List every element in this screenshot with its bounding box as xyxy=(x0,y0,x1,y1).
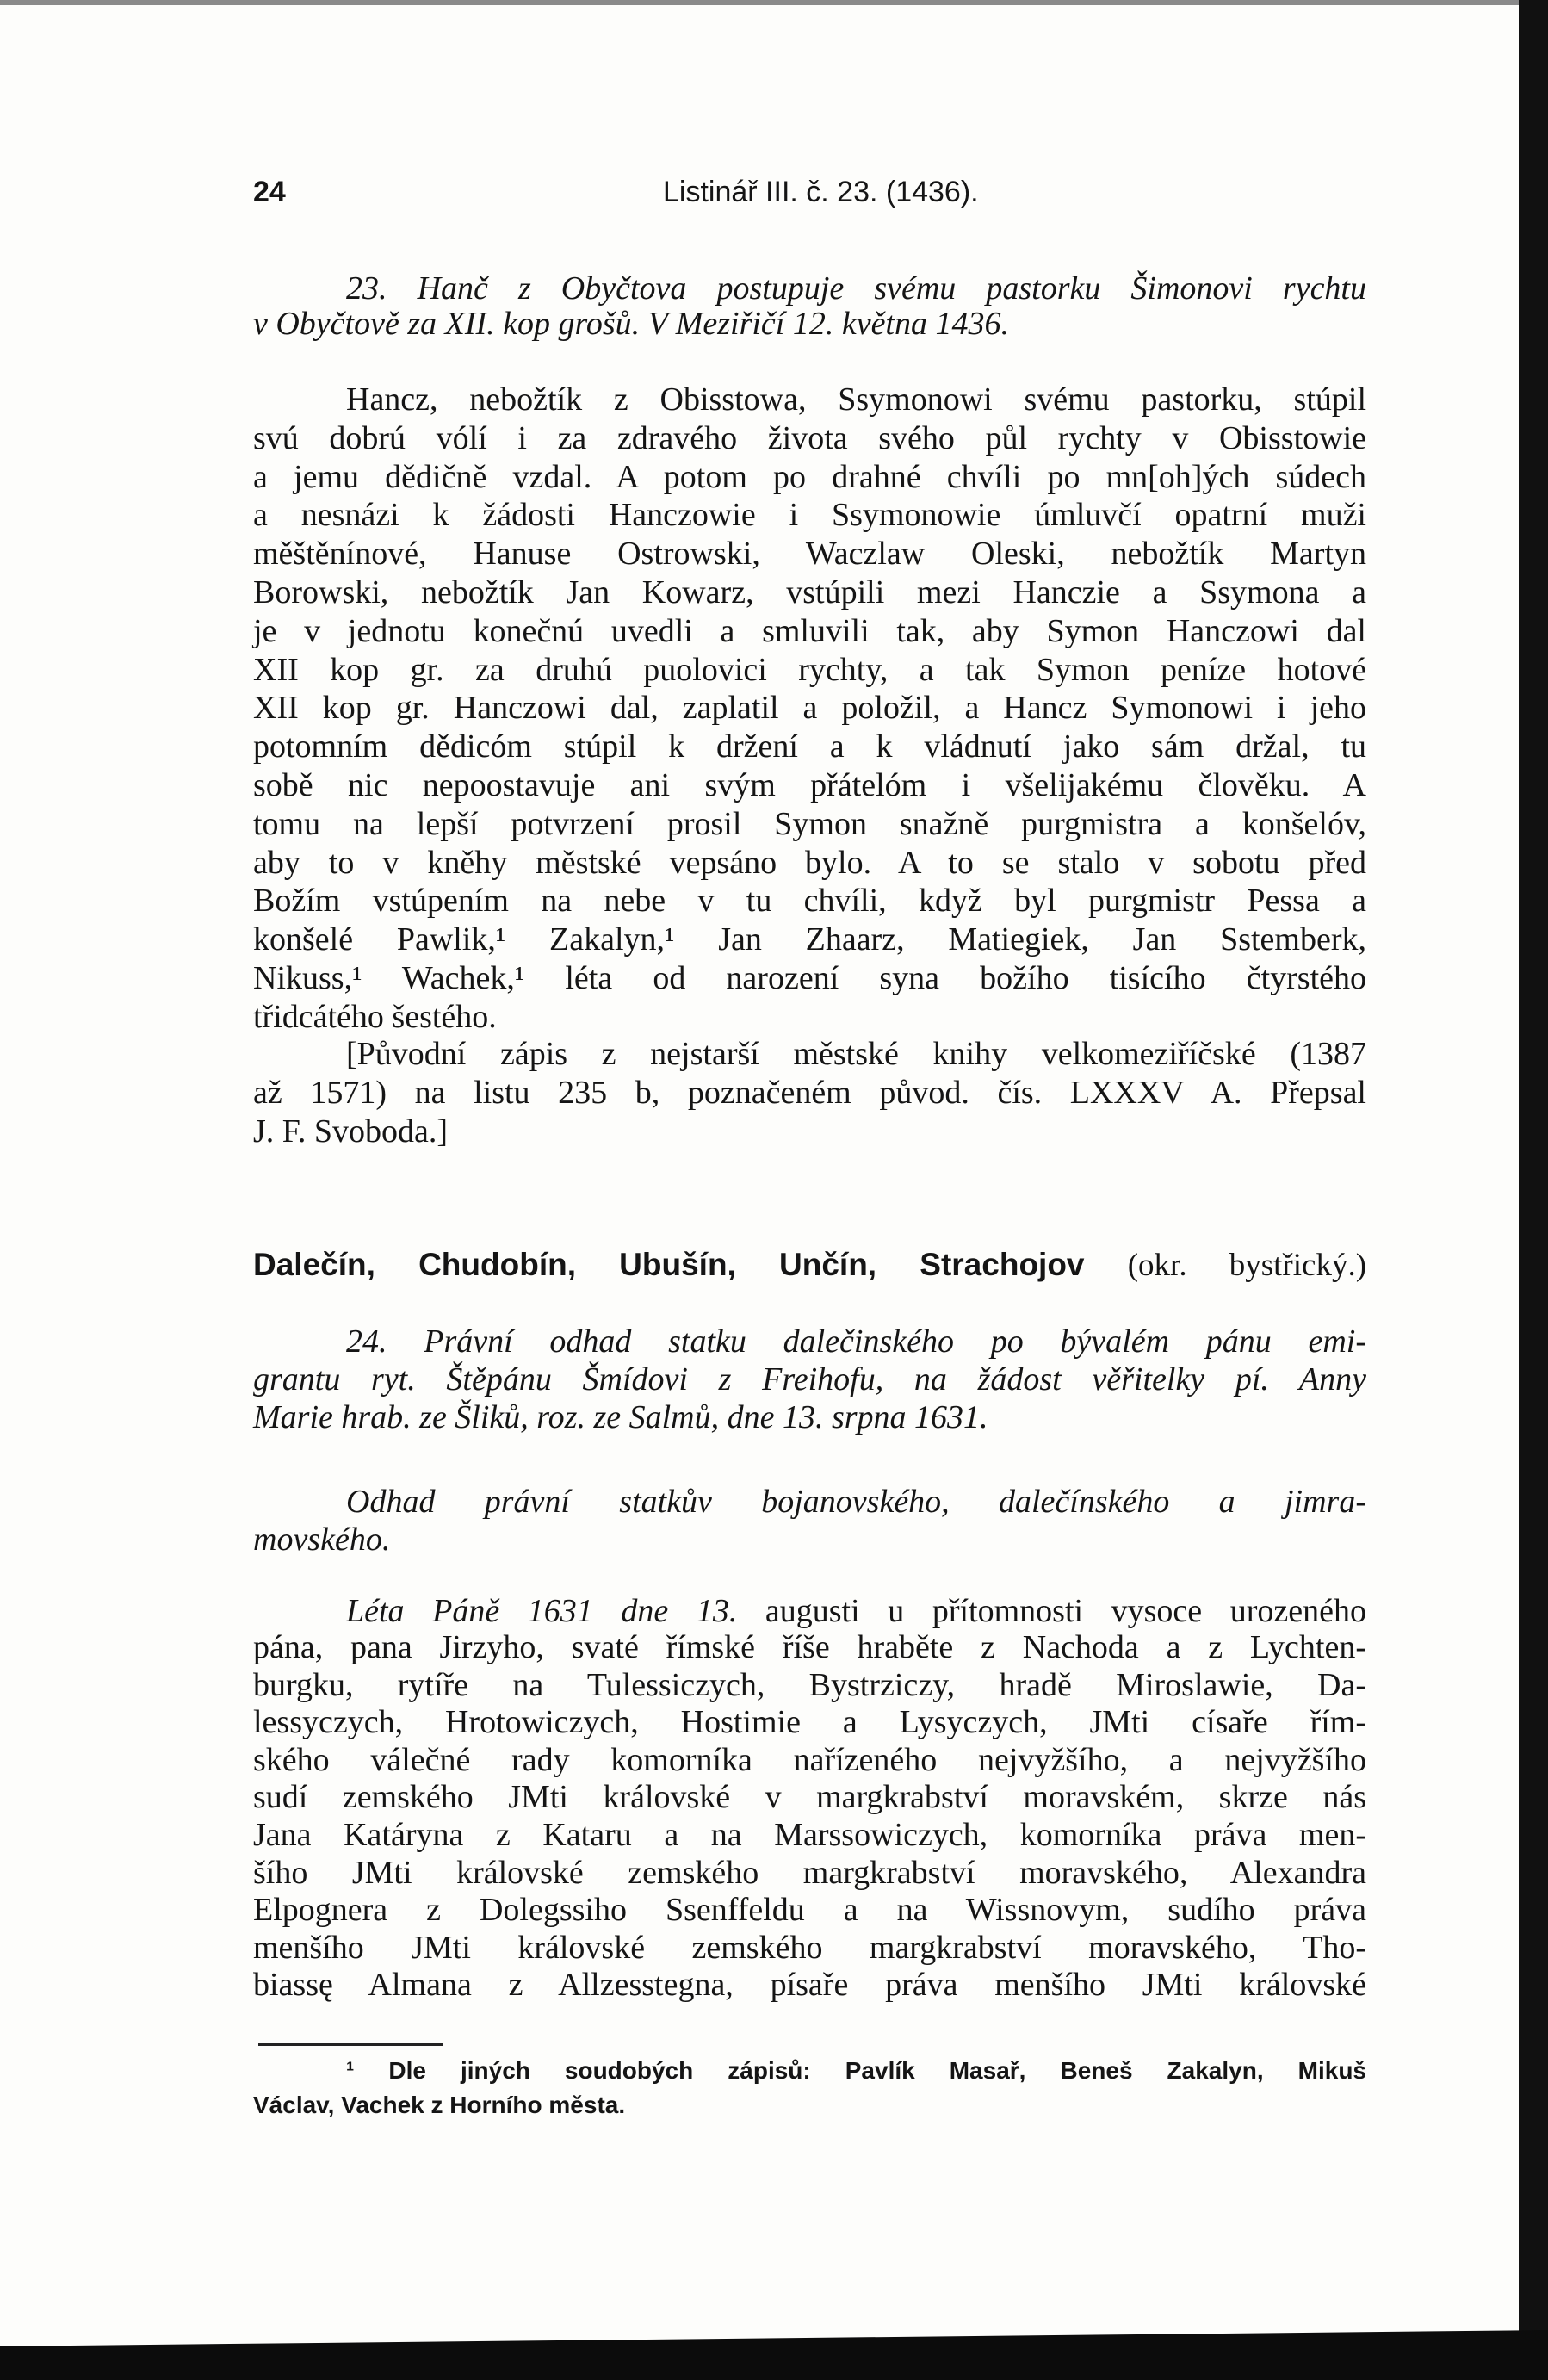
body-line: burgku, rytíře na Tulessiczych, Bystrziczy, hradě Miroslawie, Da- xyxy=(253,1666,1366,1703)
body-line: je v jednotu konečnú uvedli a smluvili tak, aby Symon Hanczowi dal xyxy=(253,612,1366,649)
body-line: menšího JMti královské zemského margkrabství moravského, Tho- xyxy=(253,1929,1366,1966)
footnote-line: ¹ Dle jiných soudobých zápisů: Pavlík Masař, Beneš Zakalyn, Mikuš xyxy=(346,2057,1366,2084)
note-line: [Původní zápis z nejstarší městské knihy velkomeziříčské (1387 xyxy=(346,1036,1366,1072)
body-line: Elpognera z Dolegssiho Ssenffeldu a na Wissnovym, sudího práva xyxy=(253,1892,1366,1929)
section-heading-district: (okr. bystřický.) xyxy=(1127,1248,1367,1283)
body-line: biassę Almana z Allzesstegna, písaře práva menšího JMti královské xyxy=(253,1967,1366,2004)
body-line: Božím vstúpením na nebe v tu chvíli, když byl purgmistr Pessa a xyxy=(253,883,1366,920)
body-line: měštěnínové, Hanuse Ostrowski, Waczlaw Oleski, nebožtík Martyn xyxy=(253,536,1366,573)
body-line: sudí zemského JMti královské v margkrabství moravském, skrze nás xyxy=(253,1779,1366,1816)
body-line: Hancz, nebožtík z Obisstowa, Ssymonowi svému pastorku, stúpil xyxy=(346,381,1366,418)
footnote-rule xyxy=(258,2043,443,2046)
doc24-body-first-line xyxy=(253,1592,1366,1630)
body-line: tomu na lepší potvrzení prosil Symon snažně purgmistra a konšelóv, xyxy=(253,805,1366,842)
doc24-first-line-text: augusti u přítomnosti vysoce urozeného xyxy=(765,1593,1366,1629)
body-line: lessyczych, Hrotowiczych, Hostimie a Lysyczych, JMti císaře řím- xyxy=(253,1704,1366,1741)
body-line: Nikuss,¹ Wachek,¹ léta od narození syna božího tisícího čtyrstého xyxy=(253,960,1366,996)
section-heading xyxy=(253,1246,1366,1285)
scan-edge-bottom xyxy=(0,2330,1548,2380)
scan-edge-right xyxy=(1519,0,1548,2380)
title-line: grantu ryt. Štěpánu Šmídovi z Freihofu, na žádost věřitelky pí. Anny xyxy=(253,1361,1366,1398)
body-line: třidcátého šestého. xyxy=(253,998,497,1035)
body-line: Borowski, nebožtík Jan Kowarz, vstúpili mezi Hanczie a Ssymona a xyxy=(253,574,1366,610)
body-line: potomním dědicóm stúpil k držení a k vládnutí jako sám držal, tu xyxy=(253,728,1366,765)
title-line: 24. Právní odhad statku dalečinského po bývalém pánu emi- xyxy=(346,1323,1366,1360)
subtitle-line: Odhad právní statkův bojanovského, dalečínského a jimra- xyxy=(346,1484,1366,1520)
section-heading-places: Dalečín, Chudobín, Ubušín, Unčín, Strachojov xyxy=(253,1247,1085,1282)
body-line: XII kop gr. za druhú puolovici rychty, a tak Symon peníze hotové xyxy=(253,651,1366,688)
body-line: Jana Katáryna z Kataru a na Marssowiczych, komorníka práva men- xyxy=(253,1817,1366,1853)
body-line: a jemu dědičně vzdal. A potom po drahné chvíli po mn[oh]ých súdech xyxy=(253,458,1366,495)
body-line: sobě nic nepoostavuje ani svým přátelóm i všelijakému člověku. A xyxy=(253,767,1366,803)
body-line: ského válečné rady komorníka nařízeného nejvyžšího, a nejvyžšího xyxy=(253,1741,1366,1778)
note-line: až 1571) na listu 235 b, poznačeném původ. čís. LXXXV A. Přepsal xyxy=(253,1074,1366,1111)
footnote-line: Václav, Vachek z Horního města. xyxy=(253,2092,626,2118)
title-line: v Obyčtově za XII. kop grošů. V Meziřičí 12. května 1436. xyxy=(253,306,1009,342)
scan-edge-top xyxy=(0,0,1548,5)
running-title: Listinář III. č. 23. (1436). xyxy=(663,176,979,208)
title-line: 23. Hanč z Obyčtova postupuje svému pastorku Šimonovi rychtu xyxy=(346,270,1366,307)
page-number: 24 xyxy=(253,176,286,208)
body-line: XII kop gr. Hanczowi dal, zaplatil a položil, a Hancz Symonowi i jeho xyxy=(253,690,1366,727)
body-line: pána, pana Jirzyho, svaté římské říše hraběte z Nachoda a z Lychten- xyxy=(253,1629,1366,1665)
doc24-date-lead: Léta Páně 1631 dne 13. xyxy=(346,1593,738,1629)
body-line: konšelé Pawlik,¹ Zakalyn,¹ Jan Zhaarz, Matiegiek, Jan Sstemberk, xyxy=(253,921,1366,958)
body-line: aby to v kněhy městské vepsáno bylo. A to se stalo v sobotu před xyxy=(253,844,1366,881)
note-line: J. F. Svoboda.] xyxy=(253,1113,449,1150)
subtitle-line: movského. xyxy=(253,1522,391,1558)
body-line: a nesnázi k žádosti Hanczowie i Ssymonowie úmluvčí opatrní muži xyxy=(253,497,1366,534)
title-line: Marie hrab. ze Šliků, roz. ze Salmů, dne 13. srpna 1631. xyxy=(253,1399,988,1435)
body-line: svú dobrú vólí i za zdravého života svého půl rychty v Obisstowie xyxy=(253,419,1366,456)
body-line: šího JMti královské zemského margkrabství moravského, Alexandra xyxy=(253,1854,1366,1891)
